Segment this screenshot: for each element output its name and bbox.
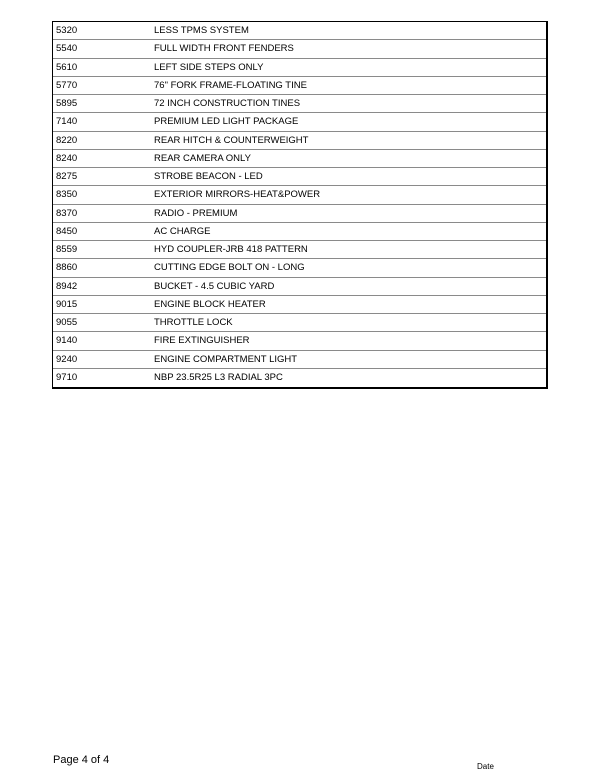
options-table [52, 21, 548, 389]
option-code: 8220 [56, 134, 78, 146]
table-row [53, 168, 546, 186]
date-label: Date [477, 762, 494, 771]
option-code: 7140 [56, 116, 78, 128]
table-row [53, 59, 546, 77]
table-row [53, 296, 546, 314]
option-description: THROTTLE LOCK [154, 317, 233, 328]
table-row [53, 241, 546, 259]
table-row [53, 223, 546, 241]
option-description: FULL WIDTH FRONT FENDERS [154, 43, 294, 55]
option-code: 8942 [56, 280, 78, 292]
option-description: LEFT SIDE STEPS ONLY [154, 61, 264, 73]
option-code: 5320 [56, 25, 78, 36]
option-description: LESS TPMS SYSTEM [154, 25, 249, 36]
table-row [53, 95, 546, 113]
option-description: AC CHARGE [154, 225, 211, 237]
option-code: 8350 [56, 189, 78, 201]
table-row [53, 113, 546, 131]
option-code: 5770 [56, 79, 78, 91]
option-code: 8240 [56, 152, 78, 164]
option-description: ENGINE COMPARTMENT LIGHT [154, 353, 298, 365]
option-description: BUCKET - 4.5 CUBIC YARD [154, 280, 275, 292]
table-row [53, 40, 546, 58]
option-description: PREMIUM LED LIGHT PACKAGE [154, 116, 299, 128]
option-description: RADIO - PREMIUM [154, 207, 238, 219]
option-description: FIRE EXTINGUISHER [154, 335, 250, 347]
table-row [53, 186, 546, 204]
option-code: 9015 [56, 298, 78, 310]
table-row [53, 332, 546, 350]
option-code: 8370 [56, 207, 78, 219]
option-description: NBP 23.5R25 L3 RADIAL 3PC [154, 371, 283, 383]
option-code: 5540 [56, 43, 78, 55]
page-number: Page 4 of 4 [53, 754, 110, 766]
option-description: ENGINE BLOCK HEATER [154, 298, 266, 310]
option-description: HYD COUPLER-JRB 418 PATTERN [154, 244, 308, 255]
option-code: 8275 [56, 171, 78, 182]
option-description: REAR CAMERA ONLY [154, 152, 251, 164]
table-row [53, 259, 546, 277]
option-code: 9055 [56, 317, 78, 328]
option-description: CUTTING EDGE BOLT ON - LONG [154, 262, 305, 274]
option-code: 9240 [56, 353, 78, 365]
table-row [53, 314, 546, 332]
table-row [53, 351, 546, 369]
table-row [53, 205, 546, 223]
table-row [53, 132, 546, 150]
option-description: REAR HITCH & COUNTERWEIGHT [154, 134, 309, 146]
option-code: 8559 [56, 244, 78, 255]
table-row [53, 369, 546, 387]
option-code: 5895 [56, 98, 78, 109]
option-code: 9140 [56, 335, 78, 347]
option-code: 9710 [56, 371, 78, 383]
table-row [53, 150, 546, 168]
table-row [53, 77, 546, 95]
option-code: 8450 [56, 225, 78, 237]
option-description: STROBE BEACON - LED [154, 171, 263, 182]
option-description: EXTERIOR MIRRORS-HEAT&POWER [154, 189, 321, 201]
option-code: 5610 [56, 61, 78, 73]
option-description: 72 INCH CONSTRUCTION TINES [154, 98, 301, 109]
table-row [53, 22, 546, 40]
option-description: 76" FORK FRAME-FLOATING TINE [154, 79, 307, 91]
option-code: 8860 [56, 262, 78, 274]
table-row [53, 278, 546, 296]
